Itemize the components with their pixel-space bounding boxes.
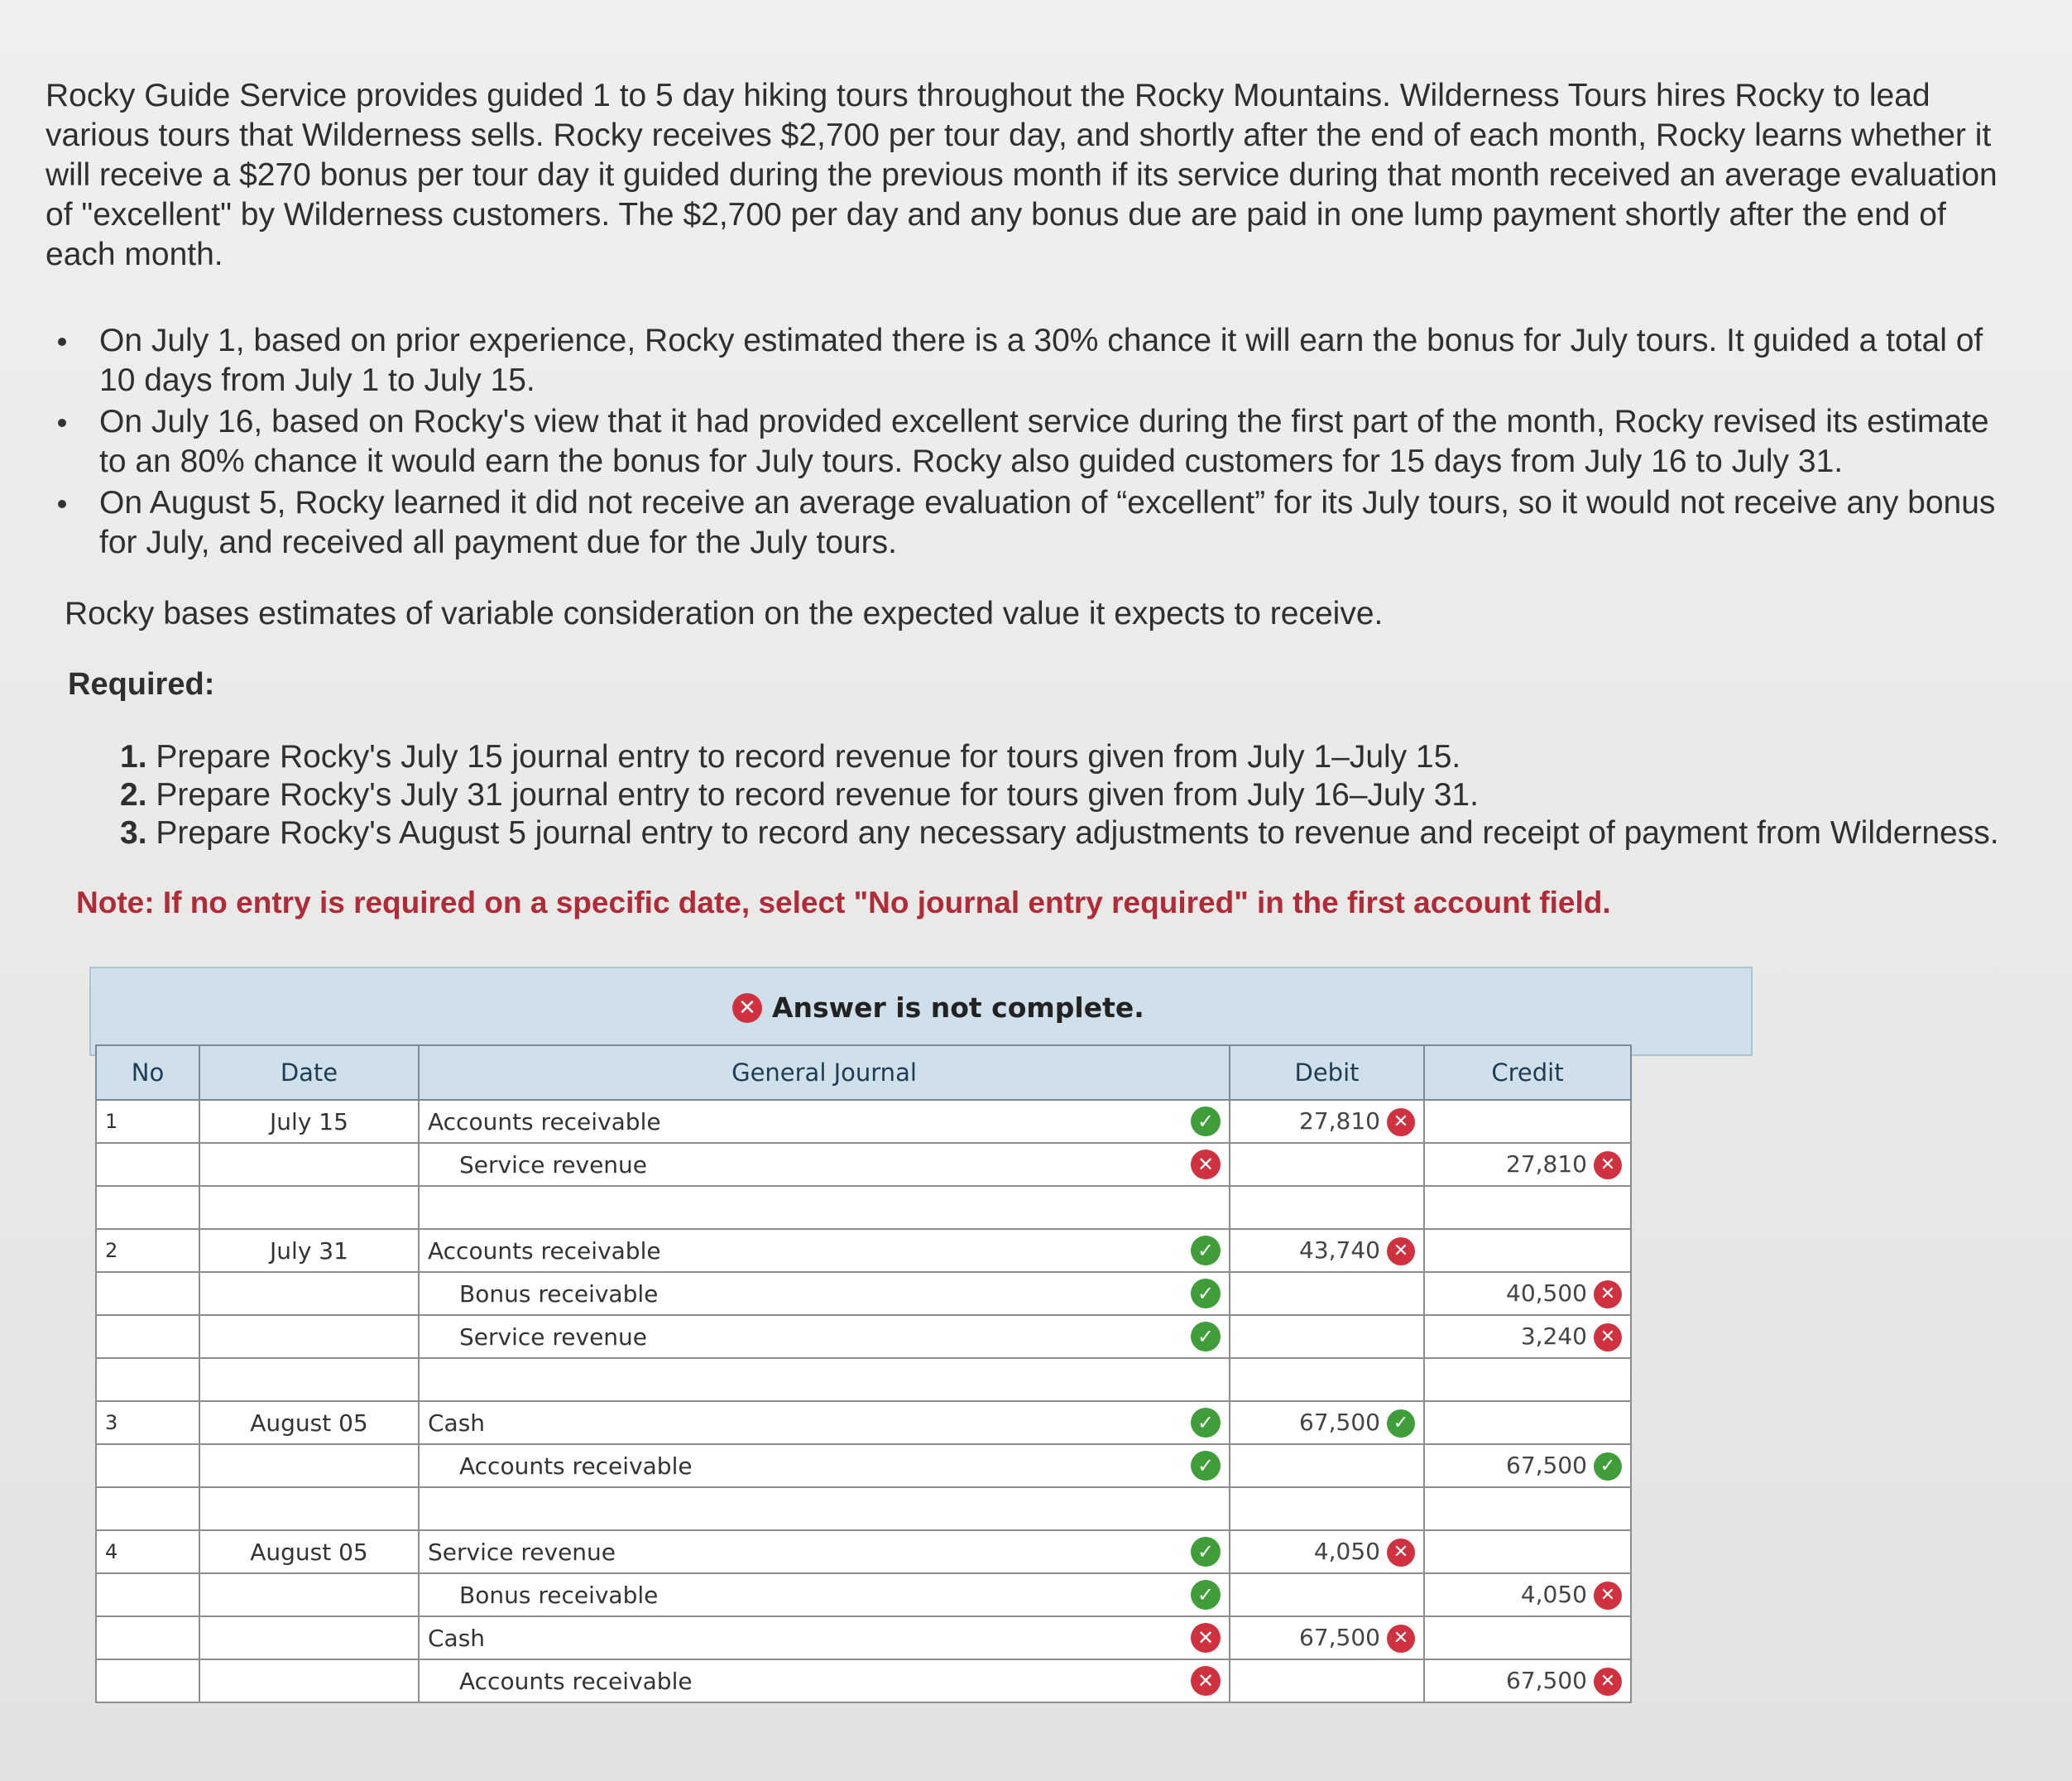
debit-input[interactable] (1230, 1659, 1424, 1702)
credit-amount: 67,500 (1506, 1451, 1587, 1479)
debit-input[interactable] (1230, 1573, 1424, 1616)
entry-number: 4 (96, 1530, 199, 1573)
x-icon: ✕ (1191, 1150, 1221, 1179)
account-select[interactable] (419, 1229, 1230, 1272)
account-name: Accounts receivable (459, 1667, 693, 1695)
account-name: Service revenue (459, 1150, 648, 1179)
general-journal-table (95, 1044, 1632, 1703)
requirement-text: Prepare Rocky's July 15 journal entry to record revenue for tours given from July 1–July 15. (156, 739, 1461, 775)
scenario-bullets (50, 321, 2002, 564)
account-name: Service revenue (428, 1538, 616, 1566)
date-select[interactable] (199, 1272, 419, 1315)
estimate-basis: Rocky bases estimates of variable consideration on the expected value it expects to receive. (65, 596, 1384, 631)
entry-number (96, 1444, 199, 1487)
entry-number (96, 1186, 199, 1229)
debit-input[interactable] (1230, 1616, 1424, 1659)
account-select[interactable] (419, 1143, 1230, 1186)
entry-number (96, 1573, 199, 1616)
credit-input[interactable] (1424, 1659, 1631, 1702)
account-select[interactable] (419, 1573, 1230, 1616)
error-icon: ✕ (732, 993, 762, 1023)
account-name: Cash (428, 1409, 486, 1437)
debit-amount: 43,740 (1299, 1236, 1380, 1264)
table-row (96, 1444, 1631, 1487)
x-icon: ✕ (1594, 1323, 1622, 1351)
header-debit: Debit (1230, 1045, 1424, 1100)
requirement-item (120, 738, 2023, 776)
credit-input[interactable] (1424, 1487, 1631, 1530)
table-row (96, 1229, 1631, 1272)
x-icon: ✕ (1594, 1151, 1622, 1179)
date-select[interactable]: July 15 (199, 1100, 419, 1143)
account-select[interactable] (419, 1487, 1230, 1530)
x-icon: ✕ (1191, 1623, 1221, 1653)
requirement-item (120, 814, 2023, 852)
account-name: Accounts receivable (428, 1236, 661, 1265)
date-select[interactable] (199, 1487, 419, 1530)
debit-input[interactable] (1230, 1358, 1424, 1401)
debit-amount: 67,500 (1299, 1408, 1380, 1436)
credit-input[interactable] (1424, 1444, 1631, 1487)
account-select[interactable] (419, 1272, 1230, 1315)
account-name: Cash (428, 1624, 486, 1652)
date-select[interactable]: July 31 (199, 1229, 419, 1272)
x-icon: ✕ (1191, 1666, 1221, 1696)
requirement-number: 3. (120, 815, 147, 851)
requirement-text: Prepare Rocky's August 5 journal entry to record any necessary adjustments to revenue and receipt of payment from Wilderness. (156, 815, 1999, 851)
entry-number (96, 1315, 199, 1358)
table-header-row (96, 1045, 1631, 1100)
table-row (96, 1315, 1631, 1358)
account-name: Bonus receivable (459, 1581, 659, 1609)
date-select[interactable] (199, 1358, 419, 1401)
debit-input[interactable] (1230, 1229, 1424, 1272)
requirement-item (120, 776, 2023, 814)
credit-input[interactable] (1424, 1229, 1631, 1272)
requirement-number: 2. (120, 777, 147, 813)
credit-input[interactable] (1424, 1315, 1631, 1358)
table-row (96, 1401, 1631, 1444)
date-select[interactable] (199, 1659, 419, 1702)
credit-input[interactable] (1424, 1272, 1631, 1315)
credit-amount: 27,810 (1506, 1150, 1587, 1178)
debit-amount: 67,500 (1299, 1623, 1380, 1651)
x-icon: ✕ (1387, 1539, 1415, 1567)
credit-input[interactable] (1424, 1100, 1631, 1143)
credit-amount: 67,500 (1506, 1666, 1587, 1694)
status-message (732, 991, 1144, 1024)
check-icon: ✓ (1191, 1279, 1221, 1308)
x-icon: ✕ (1387, 1108, 1415, 1136)
header-general-journal: General Journal (419, 1045, 1230, 1100)
table-row (96, 1186, 1631, 1229)
debit-input[interactable] (1230, 1530, 1424, 1573)
status-label: Answer is not complete. (772, 991, 1144, 1024)
requirement-number: 1. (120, 739, 147, 775)
header-date: Date (199, 1045, 419, 1100)
entry-number (96, 1487, 199, 1530)
account-select[interactable] (419, 1616, 1230, 1659)
check-icon: ✓ (1191, 1580, 1221, 1610)
table-row (96, 1143, 1631, 1186)
account-select[interactable] (419, 1186, 1230, 1229)
debit-input[interactable] (1230, 1186, 1424, 1229)
check-icon: ✓ (1191, 1451, 1221, 1481)
entry-number (96, 1616, 199, 1659)
check-icon: ✓ (1594, 1452, 1622, 1481)
account-name: Service revenue (459, 1323, 648, 1351)
date-select[interactable]: August 05 (199, 1401, 419, 1444)
debit-input[interactable] (1230, 1315, 1424, 1358)
table-row (96, 1272, 1631, 1315)
account-select[interactable] (419, 1444, 1230, 1487)
date-select[interactable] (199, 1573, 419, 1616)
table-row (96, 1487, 1631, 1530)
account-name: Bonus receivable (459, 1279, 659, 1308)
x-icon: ✕ (1387, 1625, 1415, 1653)
date-select[interactable] (199, 1616, 419, 1659)
debit-amount: 27,810 (1299, 1107, 1380, 1135)
check-icon: ✓ (1387, 1409, 1415, 1438)
entry-number (96, 1272, 199, 1315)
credit-input[interactable] (1424, 1358, 1631, 1401)
debit-input[interactable] (1230, 1143, 1424, 1186)
account-select[interactable] (419, 1659, 1230, 1702)
account-select[interactable] (419, 1358, 1230, 1401)
table-row (96, 1573, 1631, 1616)
table-row (96, 1100, 1631, 1143)
table-row (96, 1616, 1631, 1659)
account-select[interactable] (419, 1401, 1230, 1444)
entry-number: 3 (96, 1401, 199, 1444)
debit-amount: 4,050 (1313, 1537, 1380, 1565)
check-icon: ✓ (1191, 1322, 1221, 1351)
required-heading: Required: (68, 667, 215, 702)
x-icon: ✕ (1387, 1237, 1415, 1265)
bullet-item: On August 5, Rocky learned it did not receive an average evaluation of “excellent” for its July tours, so it would not receive any bonus for July, and received all payment due for the July tours. (50, 483, 2002, 563)
x-icon: ✕ (1594, 1582, 1622, 1610)
debit-input[interactable] (1230, 1444, 1424, 1487)
date-select[interactable] (199, 1186, 419, 1229)
bullet-item: On July 1, based on prior experience, Rocky estimated there is a 30% chance it will earn the bonus for July tours. It guided a total of 10 days from July 1 to July 15. (50, 321, 2002, 401)
table-row (96, 1659, 1631, 1702)
date-select[interactable]: August 05 (199, 1530, 419, 1573)
credit-amount: 3,240 (1520, 1322, 1587, 1350)
x-icon: ✕ (1594, 1668, 1622, 1696)
check-icon: ✓ (1191, 1408, 1221, 1438)
entry-number (96, 1659, 199, 1702)
requirement-text: Prepare Rocky's July 31 journal entry to record revenue for tours given from July 16–July 31. (156, 777, 1479, 813)
x-icon: ✕ (1594, 1280, 1622, 1308)
credit-input[interactable] (1424, 1143, 1631, 1186)
check-icon: ✓ (1191, 1537, 1221, 1567)
date-select[interactable] (199, 1315, 419, 1358)
date-select[interactable] (199, 1143, 419, 1186)
entry-number (96, 1358, 199, 1401)
account-name: Accounts receivable (428, 1107, 661, 1135)
problem-intro: Rocky Guide Service provides guided 1 to 5 day hiking tours throughout the Rocky Mountains. Wilderness Tours hires Rocky to lead various tours that Wilderness sells. Rocky receives $2,700 per tour day, and shortly after the end of each month, Rocky learns whether it will receive a $270 bonus per tour day it guided during the previous month if its service during that month received an average evaluation of "excellent" by Wilderness customers. The $2,700 per day and any bonus due are paid in one lump payment shortly after the end of each month. (46, 78, 1998, 272)
bullet-item: On July 16, based on Rocky's view that it had provided excellent service during the first part of the month, Rocky revised its estimate to an 80% chance it would earn the bonus for July tours. Rocky also guided customers for 15 days from July 16 to July 31. (50, 402, 2002, 482)
credit-input[interactable] (1424, 1573, 1631, 1616)
debit-input[interactable] (1230, 1401, 1424, 1444)
debit-input[interactable] (1230, 1272, 1424, 1315)
header-credit: Credit (1424, 1045, 1631, 1100)
account-select[interactable] (419, 1530, 1230, 1573)
credit-amount: 40,500 (1506, 1279, 1587, 1307)
table-row (96, 1530, 1631, 1573)
requirements-list (120, 738, 2023, 852)
journal-body (96, 1100, 1631, 1702)
table-row (96, 1358, 1631, 1401)
credit-input[interactable] (1424, 1530, 1631, 1573)
entry-number (96, 1143, 199, 1186)
account-name: Accounts receivable (459, 1452, 693, 1480)
account-select[interactable] (419, 1315, 1230, 1358)
note-text: Note: If no entry is required on a specific date, select "No journal entry required" in the first account field. (76, 886, 1611, 919)
debit-input[interactable] (1230, 1100, 1424, 1143)
credit-amount: 4,050 (1520, 1580, 1587, 1608)
account-select[interactable] (419, 1100, 1230, 1143)
debit-input[interactable] (1230, 1487, 1424, 1530)
credit-input[interactable] (1424, 1616, 1631, 1659)
date-select[interactable] (199, 1444, 419, 1487)
check-icon: ✓ (1191, 1236, 1221, 1265)
credit-input[interactable] (1424, 1186, 1631, 1229)
header-no: No (96, 1045, 199, 1100)
credit-input[interactable] (1424, 1401, 1631, 1444)
entry-number: 2 (96, 1229, 199, 1272)
entry-number: 1 (96, 1100, 199, 1143)
check-icon: ✓ (1191, 1107, 1221, 1136)
